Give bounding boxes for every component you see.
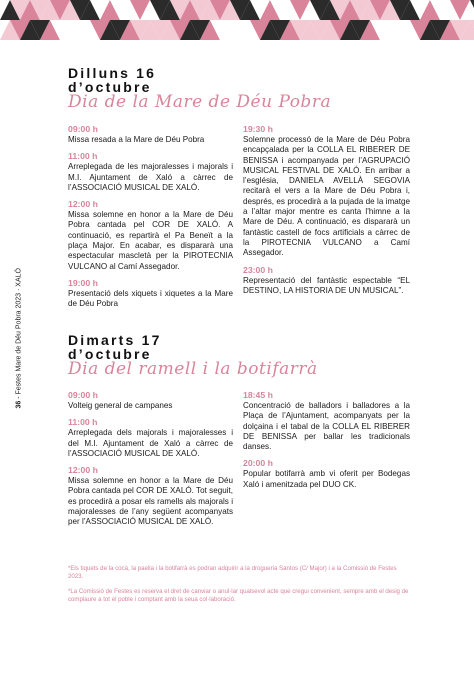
day-1-left-column (68, 124, 233, 316)
event-time: 11:00 h (68, 151, 98, 162)
event-time: 19:30 h (243, 124, 273, 134)
day-title-line2: d’octubre (68, 79, 152, 95)
day-heading-2 (68, 333, 318, 379)
decorative-triangle-pattern (0, 0, 474, 40)
event-description: Popular botifarrà amb vi oferit per Bodegas Xaló i amenitzada pel DUO CK. (243, 469, 410, 489)
event-time: 11:00 h (68, 417, 98, 428)
event-item (68, 465, 233, 527)
event-item (243, 265, 410, 297)
day-title-line2: d’octubre (68, 346, 152, 362)
event-time: 23:00 h (243, 264, 273, 275)
event-description: Missa solemne en honor a la Mare de Déu Pobra cantada pel COR DE XALÓ. Tot seguit, es procedirà a posar els ramells als majorals i majoralesses de l’any següent acompanyats per l’ASSOCIACIÓ MUSICAL DE XALÓ. (68, 476, 233, 527)
day-heading-1 (68, 66, 331, 112)
day-script-subtitle: Dia del ramell i la botifarrà (68, 359, 318, 379)
event-description: Presentació dels xiquets i xiquetes a la Mare de Déu Pobra (68, 288, 233, 309)
day-2-left-column (68, 390, 233, 534)
event-item (68, 199, 233, 272)
event-time: 09:00 h (68, 124, 98, 134)
event-description: Concentració de balladors i balladores a la Plaça de l’Ajuntament, acompanyats per la dolçaina i el tabal de la COLLA EL RIBERER DE BENISSA per ballar les tradicionals danses. (243, 401, 410, 452)
footnotes (68, 565, 413, 612)
event-time: 12:00 h (68, 465, 98, 476)
event-time: 09:00 h (68, 390, 98, 400)
day-title-line1: Dimarts 17 (68, 332, 162, 348)
event-item (243, 458, 410, 490)
event-description: Missa resada a la Mare de Déu Pobra (68, 135, 205, 144)
event-item (243, 124, 410, 259)
event-description: Volteig general de campanes (68, 401, 173, 410)
event-time: 18:45 h (243, 390, 273, 400)
day-2-right-column (243, 390, 410, 496)
event-time: 20:00 h (243, 458, 273, 469)
event-description: Missa solemne en honor a la Mare de Déu Pobra cantada pel COR DE XALÓ. A continuació, es repartirà el Pa Beneït a la plaça Major. En acabar, es dispararà una espectacular mascletà per la PIROTECNIA VULCANO al Camí Assegador. (68, 210, 233, 271)
event-description: Representació del fantàstic espectable “EL DESTINO, LA HISTORIA DE UN MUSICAL”. (243, 275, 410, 295)
day-title-line1: Dilluns 16 (68, 65, 157, 81)
event-item (68, 390, 233, 411)
event-time: 12:00 h (68, 199, 98, 210)
event-time: 19:00 h (68, 277, 98, 288)
event-description: Arreplegada dels majorals i majoralesses i del M.I. Ajuntament de Xaló a càrrec de l’ASSOCIACIÓ MUSICAL DE XALÓ. (68, 428, 233, 458)
event-item (68, 417, 233, 459)
day-1-right-column (243, 124, 410, 302)
side-page-label (16, 259, 23, 409)
event-description: Arreplegada de les majoralesses i majorals i M.I. Ajuntament de Xaló a càrrec de l’ASSOCIACIÓ MUSICAL DE XALÓ. (68, 162, 233, 192)
page-number: 36 (15, 400, 23, 409)
event-item (68, 151, 233, 193)
day-script-subtitle: Dia de la Mare de Déu Pobra (68, 92, 332, 112)
footnote: *Els tiquets de la cocà, la paella i la botifarrà es podran adquirir a la drogueria Santos (C/ Major) i a la Comissió de Festes 2023. (68, 565, 397, 580)
footnote: *La Comissió de Festes es reserva el dret de canviar o anul·lar qualsevol acte que cregui convenient, sempre amb el desig de complaure a tot el poble i comptant amb la seua col·laboració. (68, 588, 409, 604)
event-item (68, 124, 233, 145)
event-description: Solemne processó de la Mare de Déu Pobra encapçalada per la COLLA EL RIBERER DE BENISSA i acompanyada per l’AGRUPACIÓ MUSICAL FESTIVAL DE XALÓ. En arribar a l’església, DANIELA AVELLÀ SEGOVIA recitarà el vers a la Mare de Déu Pobra i, després, es procedirà a la pujada de la imatge a l’altar major mentre es canta l’himne a la Mare de Déu. A continuació, es dispararà un fantàstic castell de focs artificials a càrrec de la PIROTECNIA VULCANO a Camí Assegador. (243, 135, 410, 258)
publication-label: - Festes Mare de Déu Pobra 2023 · XALÓ (15, 268, 23, 401)
event-item (243, 390, 410, 452)
event-item (68, 278, 233, 310)
